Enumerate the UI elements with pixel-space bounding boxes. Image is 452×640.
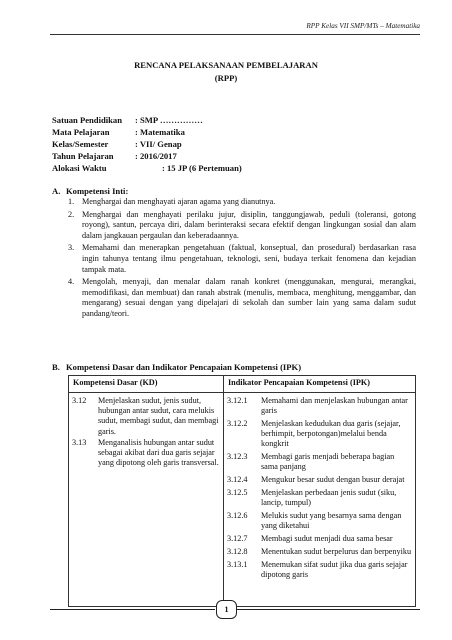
list-text: Memahami dan menerapkan pengetahuan (faktual, konseptual, dan prosedural) berdasarkan rasa ingin tahunya tentang ilmu pengetahuan, teknologi, seni, budaya terkait fenomena dan kejadian tampak mata. (82, 243, 416, 274)
ipk-entry (227, 488, 412, 508)
list-item (68, 277, 416, 319)
document-subtitle: (RPP) (214, 73, 238, 83)
meta-row-tahun (52, 150, 242, 162)
meta-row-satuan (52, 114, 242, 126)
kd-text: Menganalisis hubungan antar sudut sebagai akibat dari dua garis sejajar yang dipotong oleh garis transversal. (98, 437, 219, 468)
meta-label: Alokasi Waktu (52, 163, 107, 173)
meta-row-mapel (52, 126, 242, 138)
ipk-text: Membagi sudut menjadi dua sama besar (261, 534, 393, 543)
list-number: 1. (68, 197, 75, 206)
header-rule (50, 34, 420, 35)
kd-cell (69, 393, 224, 607)
ipk-entry (227, 511, 412, 531)
list-number: 4. (68, 277, 75, 287)
meta-value: : 15 JP (6 Pertemuan) (162, 163, 242, 173)
meta-value: : VII/ Genap (135, 139, 182, 149)
document-meta (52, 114, 242, 174)
ipk-code: 3.12.4 (227, 475, 248, 485)
meta-value: : Matematika (135, 127, 185, 137)
table-row (69, 393, 416, 607)
ipk-code: 3.13.1 (227, 559, 248, 569)
section-title: Kompetensi Dasar dan Indikator Pencapaian Kompetensi (IPK) (66, 362, 302, 372)
list-item (68, 197, 416, 208)
table-header-row (69, 376, 416, 393)
ipk-entry (227, 475, 412, 485)
ipk-entry (227, 534, 412, 544)
ipk-cell (224, 393, 416, 607)
section-b-heading (52, 362, 301, 372)
ipk-text: Menjelaskan perbedaan jenis sudut (siku, lancip, tumpul) (261, 488, 397, 508)
ipk-text: Membagi garis menjadi beberapa bagian sama panjang (261, 452, 395, 472)
ipk-code: 3.12.3 (227, 452, 248, 462)
ipk-code: 3.12.2 (227, 419, 248, 428)
meta-value: : 2016/2017 (135, 151, 177, 161)
document-title: RENCANA PELAKSANAAN PEMBELAJARAN (134, 60, 318, 70)
ipk-code: 3.12.6 (227, 511, 248, 520)
meta-label: Kelas/Semester (52, 139, 109, 149)
running-header: RPP Kelas VII SMP/MTs – Matematika (306, 22, 420, 30)
ipk-text: Melukis sudut yang besarnya sama dengan yang diketahui (261, 511, 402, 531)
kd-code: 3.12 (72, 396, 87, 405)
ipk-text: Mengukur besar sudut dengan busur derajat (261, 475, 405, 485)
ipk-code: 3.12.1 (227, 396, 248, 405)
list-number: 2. (68, 209, 75, 219)
footer-rule-right (236, 609, 420, 610)
ipk-entry (227, 419, 412, 450)
footer-rule-left (50, 609, 215, 610)
ipk-text: Memahami dan menjelaskan hubungan antar garis (261, 396, 408, 416)
meta-row-kelas (52, 138, 242, 150)
list-text: Menghargai dan menghayati ajaran agama yang dianutnya. (82, 197, 276, 206)
ipk-code: 3.12.8 (227, 546, 248, 556)
kd-ipk-table (68, 375, 416, 607)
meta-label: Satuan Pendidikan (52, 115, 122, 125)
ipk-entry (227, 396, 412, 416)
column-header-ipk: Indikator Pencapaian Kompetensi (IPK) (224, 376, 416, 393)
meta-label: Tahun Pelajaran (52, 151, 114, 161)
meta-row-alokasi (52, 162, 242, 174)
list-item (68, 210, 416, 242)
kd-entry (72, 396, 220, 437)
ipk-code: 3.12.7 (227, 534, 248, 543)
kd-text: Menjelaskan sudut, jenis sudut, hubungan antar sudut, cara melukis sudut, membagi sudut, dan membagi garis. (98, 396, 219, 436)
kompetensi-inti-list (68, 197, 416, 322)
list-text: Mengolah, menyaji, dan menalar dalam ranah konkret (menggunakan, mengurai, merangkai, memodifikasi, dan membuat) dan ranah abstrak (menulis, membaca, menghitung, menggambar, dan mengarang) sesuai dengan yang dipelajari di sekolah dan sumber lain yang sama dalam sudut pandang/teori. (82, 277, 416, 318)
meta-value: : SMP …………… (135, 115, 203, 125)
section-letter: A. (52, 186, 61, 196)
ipk-entry (227, 547, 412, 557)
ipk-text: Menjelaskan kedudukan dua garis (sejajar, berhimpit, berpotongan)melalui benda kongkrit (261, 419, 401, 449)
ipk-text: Menemukan sifat sudut jika dua garis sejajar dipotong garis (261, 559, 408, 579)
list-item (68, 243, 416, 275)
ipk-text: Menentukan sudut berpelurus dan berpenyiku (261, 546, 412, 556)
list-text: Menghargai dan menghayati perilaku jujur, disiplin, tanggungjawab, peduli (toleransi, gotong royong), santun, percaya diri, dalam berinteraksi secara efektif dengan lingkungan sosial dan alam dalam jangkauan pergaulan dan keberadaannya. (82, 209, 416, 240)
meta-label: Mata Pelajaran (52, 127, 110, 137)
ipk-entry (227, 452, 412, 472)
section-title: Kompetensi Inti: (66, 186, 129, 196)
section-a-heading (52, 186, 128, 196)
list-number: 3. (68, 243, 75, 253)
column-header-kd: Kompetensi Dasar (KD) (69, 376, 224, 393)
kd-code: 3.13 (72, 437, 87, 447)
ipk-entry (227, 560, 412, 580)
section-letter: B. (52, 362, 60, 372)
kd-entry (72, 438, 220, 469)
page-number: 1 (216, 600, 237, 619)
ipk-code: 3.12.5 (227, 488, 248, 497)
